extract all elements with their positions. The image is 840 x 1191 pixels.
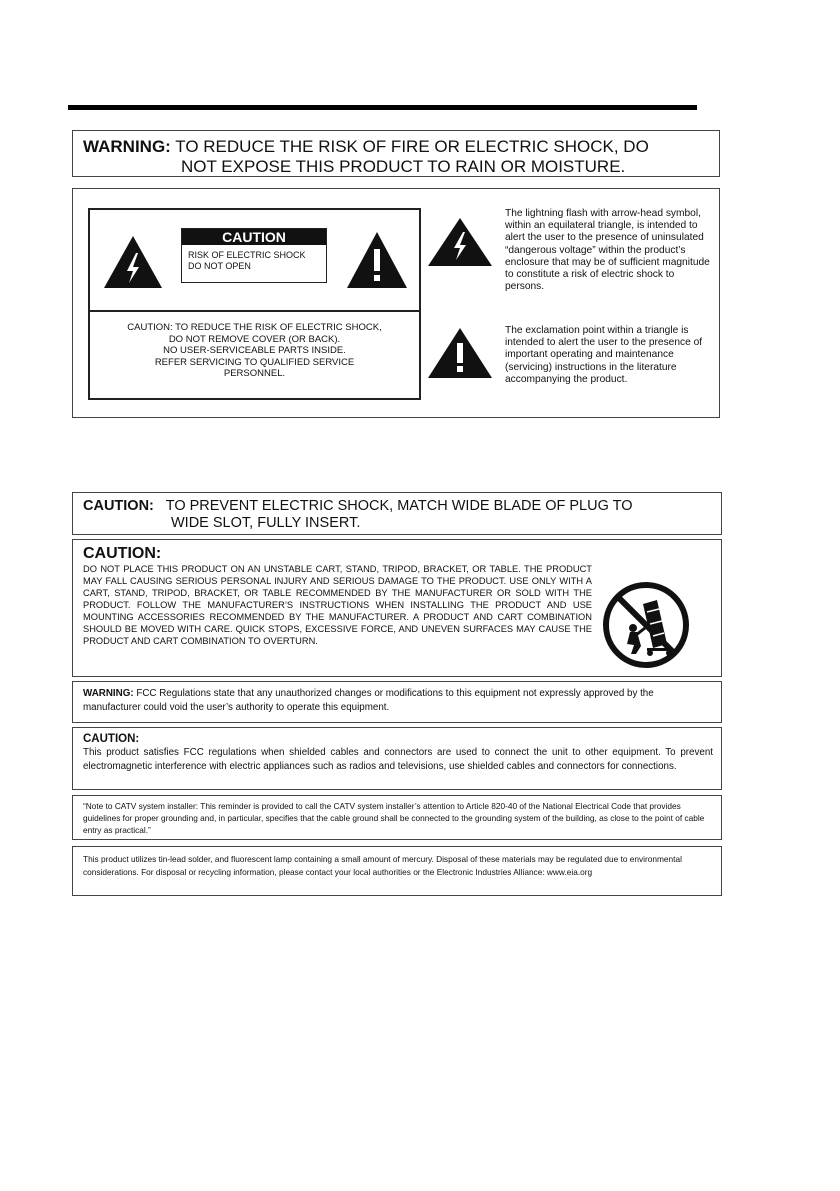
fcc-caution-box <box>72 727 722 790</box>
cart-tipover-icon <box>603 582 689 668</box>
plug-caution-text-1: TO PREVENT ELECTRIC SHOCK, MATCH WIDE BLADE OF PLUG TO <box>165 498 633 514</box>
safety-symbols-box <box>72 188 720 418</box>
notice-line: NO USER-SERVICEABLE PARTS INSIDE. <box>163 345 346 356</box>
catv-note-box <box>72 795 722 840</box>
fcc-warning-box <box>72 681 722 723</box>
warning-text-1: TO REDUCE THE RISK OF FIRE OR ELECTRIC SHOCK, DO <box>175 137 649 156</box>
label-divider <box>90 310 419 312</box>
fcc-warning-body: FCC Regulations state that any unauthorized changes or modifications to this equipment not expressly approved by the manufacturer could void the user’s authority to operate this equipment. <box>83 688 654 713</box>
lightning-triangle-icon <box>103 235 163 289</box>
solder-note-box <box>72 846 722 896</box>
exclamation-triangle-icon <box>427 327 493 379</box>
caution-tag-title: CAUTION <box>182 229 326 245</box>
fcc-warning-label: WARNING: <box>83 688 134 699</box>
caution-tag-line-2: DO NOT OPEN <box>188 261 251 271</box>
cart-caution-body: DO NOT PLACE THIS PRODUCT ON AN UNSTABLE CART, STAND, TRIPOD, BRACKET, OR TABLE. THE PRODUCT MAY FALL CAUSING SERIOUS PERSONAL INJURY AND SERIOUS DAMAGE TO THE PRODUCT. USE ONLY WITH A CART, STAND, TRIPOD, BRACKET, OR TABLE RECOMMENDED BY THE MANUFACTURER OR SOLD WITH THE PRODUCT. FOLLOW THE MANUFACTURER’S INSTRUCTIONS WHEN INSTALLING THE PRODUCT AND USE MOUNTING ACCESSORIES RECOMMENDED BY THE MANUFACTURER. A PRODUCT AND CART COMBINATION SHOULD BE MOVED WITH CARE. QUICK STOPS, EXCESSIVE FORCE, AND UNEVEN SURFACES MAY CAUSE THE PRODUCT AND CART COMBINATION TO OVERTURN. <box>83 564 592 646</box>
solder-note-text: This product utilizes tin-lead solder, and fluorescent lamp containing a small amount of mercury. Disposal of these materials may be regulated due to environmental considerations. For disposal or recycling information, please contact your local authorities or the Electronic Industries Alliance: www.eia.org <box>83 854 682 877</box>
catv-note-text: “Note to CATV system installer: This reminder is provided to call the CATV system installer’s attention to Article 820-40 of the National Electrical Code that provides guidelines for proper grounding and, in particular, specifies that the cable ground shall be connected to the grounding system of the building, as close to the point of cable entry as practical.” <box>83 801 705 835</box>
plug-caution-line-1 <box>83 498 633 515</box>
warning-label: WARNING: <box>83 137 171 156</box>
exclamation-triangle-icon <box>346 231 408 289</box>
warning-line-1 <box>83 137 649 157</box>
fcc-warning-text <box>83 687 713 715</box>
fcc-caution-text: This product satisfies FCC regulations when shielded cables and connectors are used to connect the unit to other equipment. To prevent electromagnetic interference with electric appliances such as radios and televisions, use shielded cables and connectors for connections. <box>83 747 713 772</box>
plug-caution-text-2: WIDE SLOT, FULLY INSERT. <box>171 515 361 531</box>
notice-line: DO NOT REMOVE COVER (OR BACK). <box>168 333 341 345</box>
exclamation-description: The exclamation point within a triangle is intended to alert the user to the presence of important operating and maintenance (servicing) instructions in the literature accompanying the product. <box>505 325 703 385</box>
plug-caution-box <box>72 492 722 535</box>
cart-caution-heading: CAUTION: <box>83 545 162 562</box>
warning-box <box>72 130 720 177</box>
notice-line: CAUTION: TO REDUCE THE RISK OF ELECTRIC SHOCK, <box>127 322 382 333</box>
plug-caution-label: CAUTION: <box>83 498 154 514</box>
cart-caution-box <box>72 539 722 677</box>
notice-line: PERSONNEL. <box>223 368 286 379</box>
fcc-caution-heading: CAUTION: <box>83 733 140 745</box>
header-rule <box>68 105 697 110</box>
caution-label-panel <box>88 208 421 400</box>
caution-tag <box>181 228 327 283</box>
caution-notice <box>90 322 419 380</box>
caution-tag-line-1: RISK OF ELECTRIC SHOCK <box>188 250 306 260</box>
warning-text-2: NOT EXPOSE THIS PRODUCT TO RAIN OR MOISTURE. <box>181 157 626 176</box>
lightning-description: The lightning flash with arrow-head symbol, within an equilateral triangle, is intended to alert the user to the presence of uninsulated “dangerous voltage” within the product’s enclosure that may be of sufficient magnitude to constitute a risk of electric shock to persons. <box>505 208 710 293</box>
notice-line: REFER SERVICING TO QUALIFIED SERVICE <box>154 356 355 368</box>
lightning-triangle-icon <box>427 217 493 267</box>
